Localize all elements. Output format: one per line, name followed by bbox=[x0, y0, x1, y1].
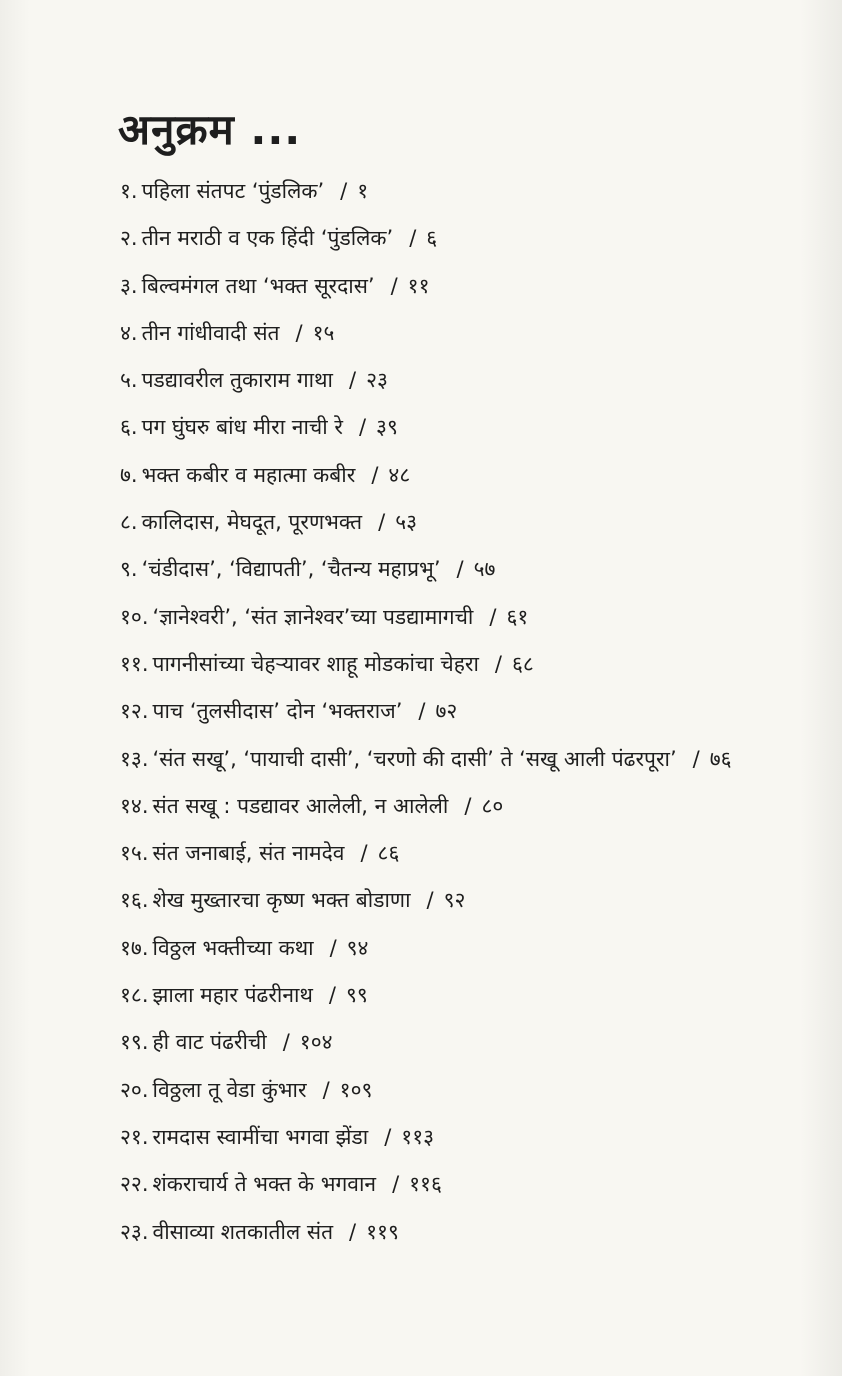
toc-entry-number: ९. bbox=[120, 557, 138, 582]
toc-entry-separator: / bbox=[418, 699, 426, 724]
toc-entry bbox=[120, 357, 820, 404]
toc-entry bbox=[120, 263, 820, 310]
toc-entry-separator: / bbox=[456, 557, 464, 582]
toc-entry-number: १५. bbox=[120, 841, 149, 866]
toc-entry bbox=[120, 1209, 820, 1256]
toc-entry-page: ८० bbox=[481, 793, 504, 818]
toc-entry bbox=[120, 1067, 820, 1114]
toc-entry-page: ७२ bbox=[435, 699, 458, 724]
toc-entry-number: १. bbox=[120, 179, 138, 203]
toc-entry-separator: / bbox=[384, 1124, 392, 1149]
toc-entry bbox=[120, 972, 820, 1019]
toc-entry-separator: / bbox=[392, 1172, 400, 1197]
toc-entry bbox=[120, 452, 820, 499]
toc-entry-separator: / bbox=[494, 651, 502, 676]
toc-entry-page: ५३ bbox=[395, 510, 418, 535]
toc-entry-page: ८६ bbox=[377, 841, 400, 866]
toc-entry bbox=[120, 783, 820, 830]
toc-entry-title: ‘संत सखू’, ‘पायाची दासी’, ‘चरणो की दासी’ ते ‘सखू आली पंढरपूरा’ bbox=[152, 746, 677, 771]
toc-entry-title: भक्त कबीर व महात्मा कबीर bbox=[141, 462, 356, 487]
toc-entry-separator: / bbox=[329, 935, 337, 960]
toc-entry-number: १३. bbox=[120, 746, 149, 771]
toc-entry-separator: / bbox=[295, 320, 303, 345]
toc-entry bbox=[120, 877, 820, 924]
toc-entry bbox=[120, 1114, 820, 1161]
toc-entry-separator: / bbox=[340, 179, 348, 203]
toc-entry bbox=[120, 404, 820, 451]
toc-entry-number: ६. bbox=[120, 415, 138, 440]
toc-entry-page: ९२ bbox=[443, 888, 466, 913]
toc-entry-number: २३. bbox=[120, 1219, 149, 1244]
toc-entry-number: ४. bbox=[120, 320, 138, 345]
toc-entry-separator: / bbox=[371, 462, 379, 487]
toc-entry-title: वीसाव्या शतकातील संत bbox=[152, 1219, 334, 1244]
toc-entry-page: ११ bbox=[407, 273, 430, 298]
toc-entry-separator: / bbox=[348, 368, 357, 393]
toc-entry-title: संत सखू : पडद्यावर आलेली, न आलेली bbox=[152, 793, 449, 818]
toc-entry-number: १७. bbox=[120, 935, 149, 960]
toc-entry-title: पाच ‘तुलसीदास’ दोन ‘भक्तराज’ bbox=[152, 699, 403, 724]
toc-entry bbox=[120, 310, 820, 357]
toc-entry-separator: / bbox=[328, 983, 336, 1008]
toc-entry-separator: / bbox=[322, 1077, 330, 1102]
toc-entry-page: ७६ bbox=[709, 746, 732, 771]
toc-entry-title: बिल्वमंगल तथा ‘भक्त सूरदास’ bbox=[141, 273, 375, 298]
toc-entry-title: पागनीसांच्या चेहऱ्यावर शाहू मोडकांचा चेहरा bbox=[152, 651, 479, 676]
toc-entry-number: २०. bbox=[120, 1077, 149, 1102]
toc-entry-page: १०९ bbox=[339, 1077, 373, 1102]
toc-entry-separator: / bbox=[360, 841, 368, 866]
toc-entry-separator: / bbox=[349, 1219, 357, 1244]
toc-entry-page: ५७ bbox=[473, 557, 496, 582]
toc-entry-separator: / bbox=[358, 415, 367, 440]
toc-entry-number: ११. bbox=[120, 651, 149, 676]
table-of-contents bbox=[120, 168, 820, 1256]
toc-entry bbox=[120, 499, 820, 546]
toc-entry-page: ९९ bbox=[345, 983, 368, 1008]
toc-entry bbox=[120, 594, 820, 641]
toc-entry-title: शंकराचार्य ते भक्त के भगवान bbox=[152, 1172, 377, 1197]
toc-entry-page: १५ bbox=[312, 320, 335, 345]
toc-entry-title: शेख मुख्तारचा कृष्ण भक्त बोडाणा bbox=[152, 888, 411, 913]
toc-entry-title: ही वाट पंढरीची bbox=[152, 1030, 267, 1055]
toc-entry bbox=[120, 830, 820, 877]
toc-entry bbox=[120, 546, 820, 593]
toc-entry-title: विठ्ठल भक्तीच्या कथा bbox=[152, 935, 314, 960]
toc-entry-page: ६१ bbox=[506, 604, 529, 629]
toc-entry bbox=[120, 641, 820, 688]
toc-entry-page: ६८ bbox=[511, 651, 534, 676]
toc-entry-number: १९. bbox=[120, 1030, 149, 1055]
toc-entry-page: ९४ bbox=[346, 935, 369, 960]
toc-entry bbox=[120, 1019, 820, 1066]
toc-entry-separator: / bbox=[378, 510, 386, 535]
toc-entry-title: संत जनाबाई, संत नामदेव bbox=[152, 841, 345, 866]
toc-entry-title: तीन गांधीवादी संत bbox=[141, 320, 280, 345]
toc-entry-number: ३. bbox=[120, 273, 138, 298]
toc-entry bbox=[120, 1161, 820, 1208]
toc-entry-separator: / bbox=[390, 273, 398, 298]
toc-entry-number: ७. bbox=[120, 462, 138, 487]
toc-entry-title: पहिला संतपट ‘पुंडलिक’ bbox=[141, 179, 325, 203]
toc-entry-separator: / bbox=[464, 793, 472, 818]
toc-entry-page: २३ bbox=[366, 368, 388, 393]
toc-entry bbox=[120, 925, 820, 972]
toc-entry-number: १०. bbox=[120, 604, 149, 629]
toc-entry-separator: / bbox=[489, 604, 497, 629]
toc-entry-title: तीन मराठी व एक हिंदी ‘पुंडलिक’ bbox=[141, 226, 394, 251]
toc-entry-number: २१. bbox=[120, 1124, 149, 1149]
toc-entry-title: रामदास स्वामींचा भगवा झेंडा bbox=[152, 1124, 369, 1149]
toc-entry-title: ‘चंडीदास’, ‘विद्यापती’, ‘चैतन्य महाप्रभू’ bbox=[141, 557, 441, 582]
toc-entry-number: १८. bbox=[120, 983, 149, 1008]
toc-entry bbox=[120, 168, 820, 215]
toc-entry-number: १२. bbox=[120, 699, 149, 724]
toc-entry-number: १६. bbox=[120, 888, 149, 913]
toc-entry-title: ‘ज्ञानेश्वरी’, ‘संत ज्ञानेश्वर’च्या पडद्यामागची bbox=[152, 604, 474, 629]
toc-entry-separator: / bbox=[692, 746, 700, 771]
toc-entry-page: ११३ bbox=[401, 1124, 435, 1149]
toc-entry-number: २. bbox=[120, 226, 138, 251]
toc-entry bbox=[120, 215, 820, 262]
toc-entry-page: ११६ bbox=[409, 1172, 442, 1197]
toc-entry-number: १४. bbox=[120, 793, 149, 818]
toc-entry-separator: / bbox=[282, 1030, 290, 1055]
toc-entry-page: ३९ bbox=[376, 415, 398, 440]
toc-entry-title: कालिदास, मेघदूत, पूरणभक्त bbox=[141, 510, 363, 535]
toc-entry-page: ११९ bbox=[366, 1219, 399, 1244]
page-title: अनुक्रम ... bbox=[118, 105, 302, 154]
toc-entry-separator: / bbox=[409, 226, 417, 251]
toc-entry bbox=[120, 688, 820, 735]
toc-entry-number: ५. bbox=[120, 368, 138, 393]
toc-entry bbox=[120, 736, 820, 783]
toc-entry-number: २२. bbox=[120, 1172, 149, 1197]
toc-entry-title: झाला महार पंढरीनाथ bbox=[152, 983, 313, 1008]
toc-entry-number: ८. bbox=[120, 510, 138, 535]
toc-entry-page: १ bbox=[357, 179, 369, 203]
toc-entry-page: ४८ bbox=[388, 462, 411, 487]
toc-entry-title: पग घुंघरु बांध मीरा नाची रे bbox=[141, 415, 343, 440]
toc-entry-separator: / bbox=[426, 888, 434, 913]
toc-entry-title: विठ्ठला तू वेडा कुंभार bbox=[152, 1077, 307, 1102]
toc-entry-page: १०४ bbox=[299, 1030, 333, 1055]
toc-entry-title: पडद्यावरील तुकाराम गाथा bbox=[141, 368, 333, 393]
toc-entry-page: ६ bbox=[426, 226, 438, 251]
